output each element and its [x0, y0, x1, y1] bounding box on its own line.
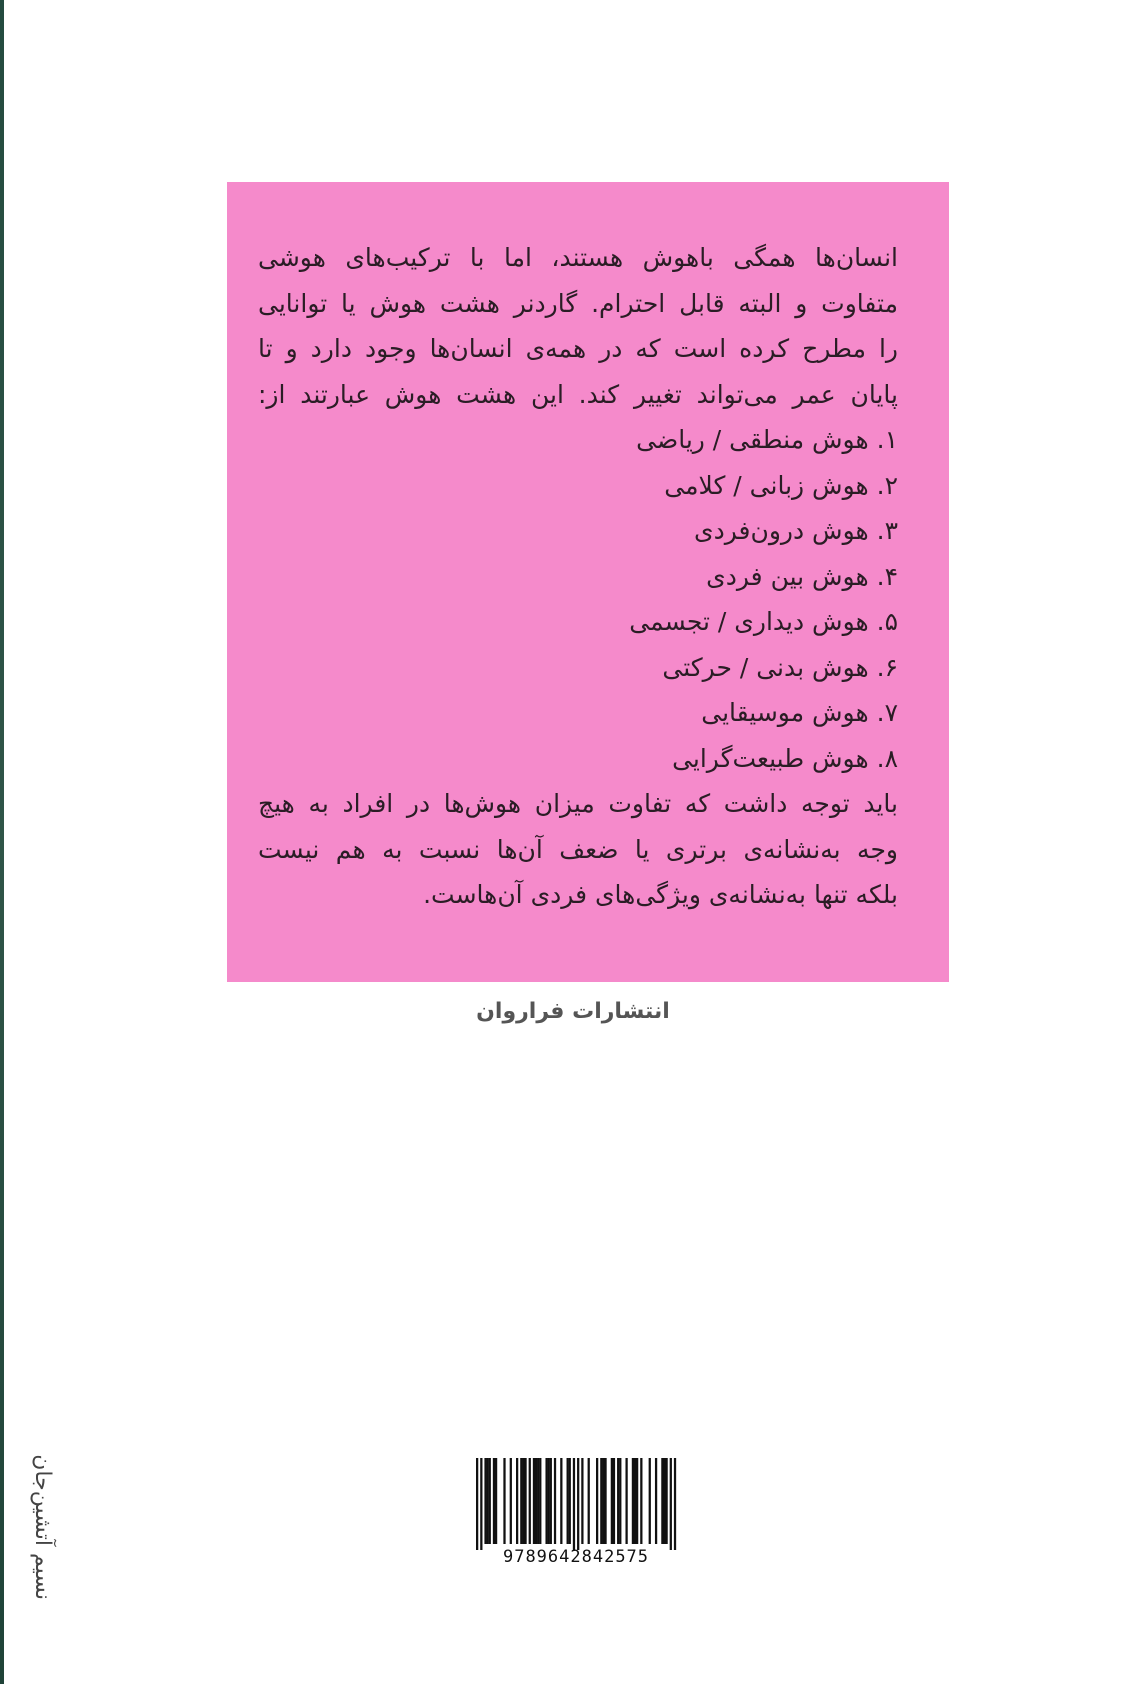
barcode-bar: [661, 1458, 663, 1544]
barcode-bar: [640, 1458, 642, 1544]
intelligence-item: ۱. هوش منطقی / ریاضی: [636, 425, 898, 454]
barcode-bar: [577, 1458, 579, 1550]
barcode-bar: [600, 1458, 602, 1544]
intelligence-item: ۴. هوش بین فردی: [706, 561, 898, 591]
barcode-bar: [480, 1458, 482, 1550]
barcode-bar: [495, 1458, 497, 1544]
barcode-bar: [674, 1458, 676, 1550]
barcode-bar: [567, 1458, 569, 1544]
barcode-bar: [493, 1458, 495, 1544]
barcode-bar: [665, 1458, 667, 1544]
barcode-bar: [524, 1458, 526, 1544]
barcode-bar: [581, 1458, 583, 1544]
barcode-bar: [535, 1458, 537, 1544]
barcode-bar: [636, 1458, 638, 1544]
intro-line-4: پایان عمر می‌تواند تغییر کند. این هشت هوش عبارتند از:: [258, 379, 898, 409]
barcode-bar: [476, 1458, 478, 1550]
closing-line-1: باید توجه داشت که تفاوت میزان هوش‌ها در افراد به هیچ: [258, 789, 898, 818]
publisher-logo: انتشارات فراروان: [476, 999, 670, 1024]
intelligence-item: ۸. هوش طبیعت‌گرایی: [672, 743, 898, 773]
intelligence-item: ۵. هوش دیداری / تجسمی: [629, 607, 898, 636]
intelligence-item: ۳. هوش درون‌فردی: [694, 516, 898, 545]
barcode-bar: [655, 1458, 657, 1544]
barcode-bar: [596, 1458, 598, 1544]
intro-line-2: متفاوت و البته قابل احترام. گاردنر هشت هوش یا توانایی: [258, 288, 898, 318]
barcode-bar: [537, 1458, 539, 1544]
barcode-bar: [560, 1458, 562, 1544]
barcode-bar: [484, 1458, 486, 1544]
barcode-bar: [602, 1458, 604, 1544]
barcode-bar: [522, 1458, 524, 1544]
closing-line-2: وجه به‌نشانه‌ی برتری یا ضعف آن‌ها نسبت به هم نیست: [258, 834, 898, 864]
author-name: نسیم آتشین‌جان: [30, 1454, 55, 1600]
barcode-bar: [632, 1458, 634, 1544]
blurb-text: [258, 235, 898, 918]
barcode-bar: [520, 1458, 522, 1544]
intelligence-item: ۲. هوش زبانی / کلامی: [664, 470, 898, 500]
barcode-bar: [548, 1458, 550, 1544]
intelligence-item: ۶. هوش بدنی / حرکتی: [662, 652, 898, 682]
barcode-bar: [569, 1458, 571, 1544]
barcode-bar: [503, 1458, 505, 1544]
barcode-bar: [489, 1458, 491, 1544]
barcode-bar: [554, 1458, 556, 1544]
barcode-bar: [663, 1458, 665, 1544]
barcode-bar: [510, 1458, 512, 1544]
barcode-bar: [573, 1458, 575, 1550]
barcode-bar: [670, 1458, 672, 1550]
barcode-bar: [617, 1458, 619, 1544]
spine-edge: [0, 0, 4, 1684]
barcode-bar: [516, 1458, 518, 1544]
barcode-bar: [550, 1458, 552, 1544]
barcode-bar: [545, 1458, 547, 1544]
intelligence-list: [258, 417, 898, 781]
isbn-number: 9789642842575: [502, 1547, 650, 1567]
barcode-bar: [529, 1458, 531, 1544]
barcode-bars: [466, 1458, 686, 1550]
barcode-bar: [588, 1458, 590, 1544]
barcode-bar: [619, 1458, 621, 1544]
barcode-bar: [649, 1458, 651, 1544]
barcode-bar: [533, 1458, 535, 1544]
intelligence-item: ۷. هوش موسیقایی: [701, 698, 898, 727]
barcode-bar: [487, 1458, 489, 1544]
closing-line-3: بلکه تنها به‌نشانه‌ی ویژگی‌های فردی آن‌هاست.: [423, 880, 898, 909]
isbn-barcode: [466, 1458, 686, 1568]
intro-line-1: انسان‌ها همگی باهوش هستند، اما با ترکیب‌های هوشی: [258, 243, 898, 272]
barcode-bar: [634, 1458, 636, 1544]
barcode-bar: [625, 1458, 627, 1544]
barcode-bar: [613, 1458, 615, 1544]
intro-line-3: را مطرح کرده است که در همه‌ی انسان‌ها وجود دارد و تا: [258, 334, 898, 363]
barcode-bar: [611, 1458, 613, 1544]
barcode-bar: [539, 1458, 541, 1544]
barcode-bar: [604, 1458, 606, 1544]
